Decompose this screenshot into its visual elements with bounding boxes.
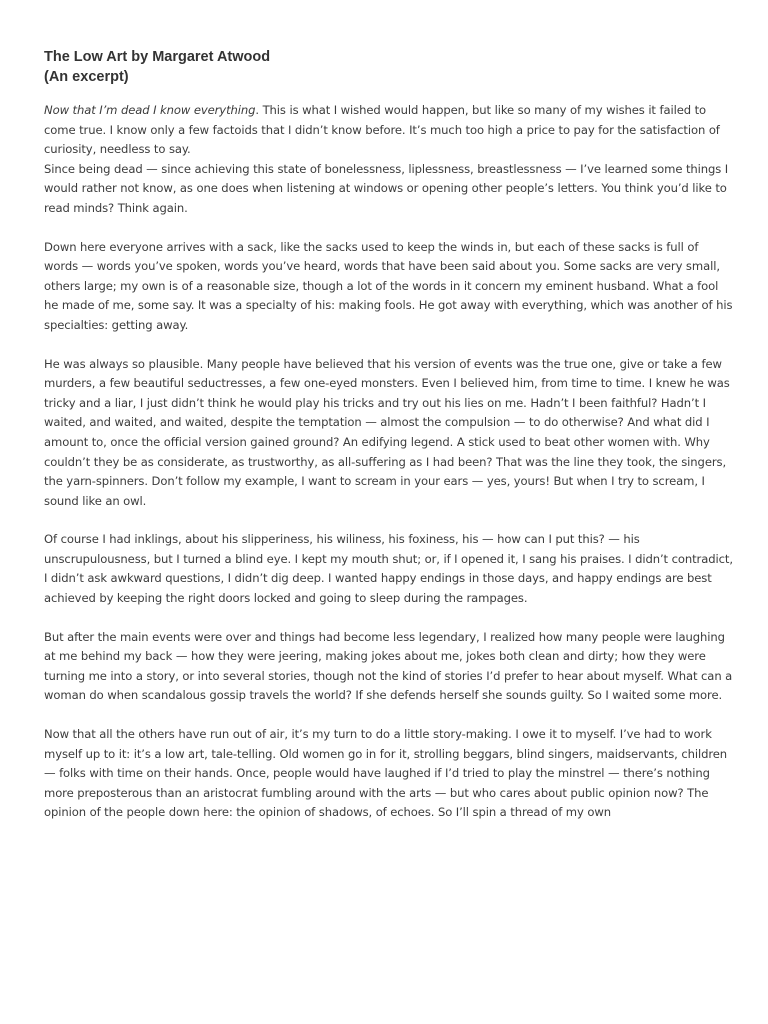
paragraph-1-text: . This is what I wished would happen, but like so many of my wishes it failed to come true. I know only a few factoids that I didn’t know before. It’s much too high a price to pay for the satisfaction of curiosity, needless to say. [44, 103, 720, 157]
document-title: The Low Art by Margaret Atwood [44, 49, 271, 65]
paragraph-4: He was always so plausible. Many people have believed that his version of events was the true one, give or take a few murders, a few beautiful seductresses, a few one-eyed monsters. Even I believed him, from time to time. I knew he was tricky and a liar, I just didn’t think he would play his tricks and try out his lies on me. Hadn’t I been faithful? Hadn’t I waited, and waited, and waited, despite the temptation — almost the compulsion — to do otherwise? And what did I amount to, once the official version gained ground? An edifying legend. A stick used to beat other women with. Why couldn’t they be as considerate, as trustworthy, as all-suffering as I had been? That was the line they took, the singers, the yarn-spinners. Don’t follow my example, I want to scream in your ears — yes, yours! But when I try to scream, I sound like an owl. [44, 356, 730, 508]
paragraph-5: Of course I had inklings, about his slipperiness, his wiliness, his foxiness, his — how can I put this? — his unscrupulousness, but I turned a blind eye. I kept my mouth shut; or, if I opened it, I sang his praises. I didn’t contradict, I didn’t ask awkward questions, I didn’t dig deep. I wanted happy endings in those days, and happy endings are best achieved by keeping the right doors locked and going to sleep during the rampages. [44, 532, 733, 606]
paragraph-2-text: Since being dead — since achieving this state of bonelessness, liplessness, breastlessness — I’ve learned some things I would rather not know, as one does when listening at windows or opening other people’s letters. You think you’d like to read minds? Think again. [44, 161, 729, 215]
document-page [44, 47, 734, 842]
document-subtitle: (An excerpt) [44, 69, 129, 85]
paragraph-1 [44, 101, 734, 219]
paragraph-1-lead-italic: Now that I’m dead I know everything [44, 103, 256, 117]
paragraph-7: Now that all the others have run out of air, it’s my turn to do a little story-making. I owe it to myself. I’ve had to work myself up to it: it’s a low art, tale-telling. Old women go in for it, strolling beggars, blind singers, maidservants, children — folks with time on their hands. Once, people would have laughed if I’d tried to play the minstrel — there’s nothing more preposterous than an aristocrat fumbling around with the arts — but who cares about public opinion now? The opinion of the people down here: the opinion of shadows, of echoes. So I’ll spin a thread of my own [44, 727, 728, 820]
paragraph-6: But after the main events were over and things had become less legendary, I realized how many people were laughing at me behind my back — how they were jeering, making jokes about me, jokes both clean and dirty; how they were turning me into a story, or into several stories, though not the kind of stories I’d prefer to hear about myself. What can a woman do when scandalous gossip travels the world? If she defends herself she sounds guilty. So I waited some more. [44, 629, 733, 703]
paragraph-3: Down here everyone arrives with a sack, like the sacks used to keep the winds in, but each of these sacks is full of words — words you’ve spoken, words you’ve heard, words that have been said about you. Some sacks are very small, others large; my own is of a reasonable size, though a lot of the words in it concern my eminent husband. What a fool he made of me, some say. It was a specialty of his: making fools. He got away with everything, which was another of his specialties: getting away. [44, 239, 733, 332]
